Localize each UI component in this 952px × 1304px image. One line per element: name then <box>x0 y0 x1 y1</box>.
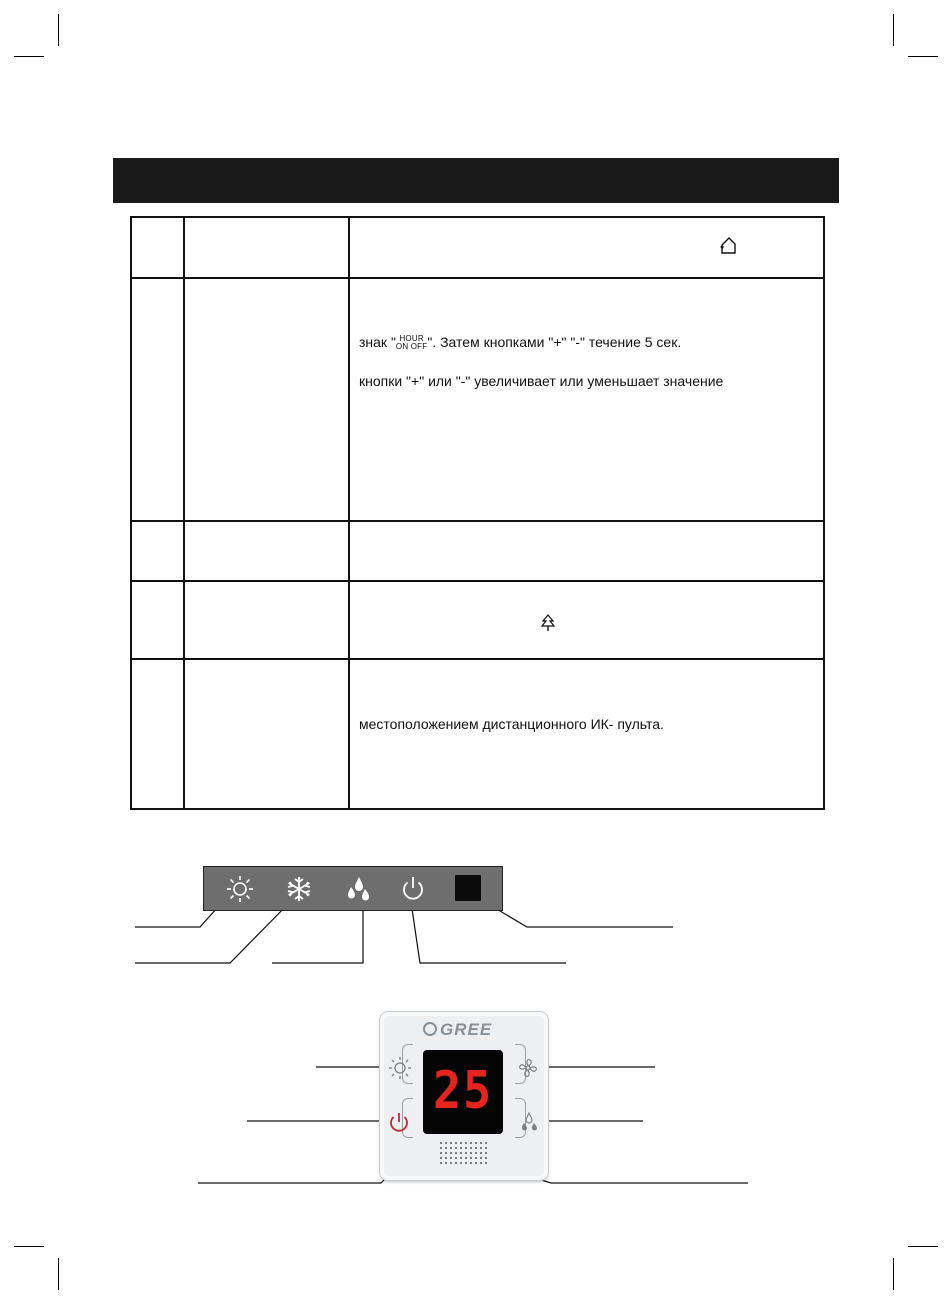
row5-line1: местоположением дистанционного ИК- пульта. <box>359 716 664 732</box>
hour-bottom-label: ON OFF <box>395 342 428 351</box>
display-screen <box>423 1050 503 1134</box>
fan-icon[interactable] <box>516 1056 540 1080</box>
sun-icon <box>388 1056 412 1080</box>
wired-controller <box>380 1012 548 1180</box>
power-icon[interactable] <box>386 1110 412 1136</box>
row2-line1-suffix: ". Затем кнопками "+" "-" течение 5 сек. <box>427 334 682 350</box>
hour-top-label: HOUR <box>399 334 424 343</box>
water-drops-icon <box>344 875 372 903</box>
brand-logo <box>423 1020 492 1040</box>
row2-line1-prefix: знак " <box>359 334 396 350</box>
indicator-panel <box>203 866 503 911</box>
speaker-grille-icon <box>438 1140 492 1168</box>
brand-name: GREE <box>440 1020 493 1039</box>
temperature-readout: 25 <box>433 1061 493 1121</box>
receiver-window <box>455 875 481 901</box>
row2-line2: кнопки "+" или "-" увеличивает или уменьшает значение <box>359 373 724 389</box>
sun-icon <box>226 875 254 903</box>
snowflake-icon <box>285 875 313 903</box>
power-icon <box>399 875 427 903</box>
water-drops-icon[interactable] <box>518 1110 540 1134</box>
